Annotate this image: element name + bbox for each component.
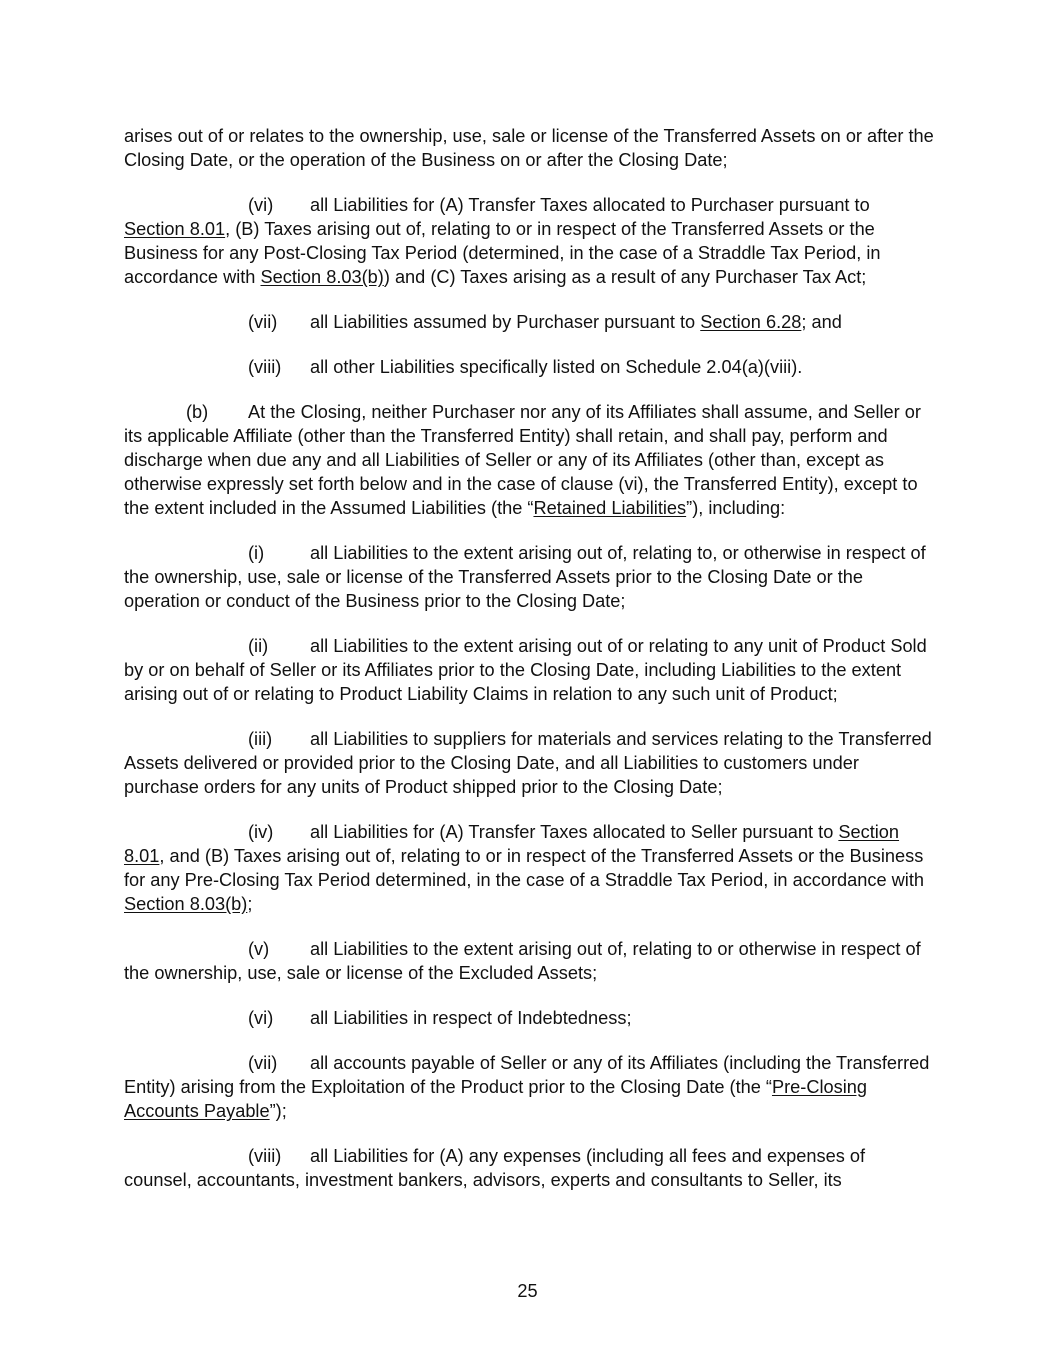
- clause-number: (iv): [248, 822, 274, 842]
- clause-number: (viii): [248, 1146, 282, 1166]
- clause-number: (iii): [248, 729, 273, 749]
- clause-b-vi: (vi) all Liabilities in respect of Indebtedness;: [248, 1008, 632, 1028]
- clause-number: (v): [248, 939, 270, 959]
- clause-b-v: (v) all Liabilities to the extent arising out of, relating to or otherwise in respect of the ownership, use, sale or license of the Excluded Assets;: [124, 939, 921, 983]
- clause-a-vi: (vi) all Liabilities for (A) Transfer Taxes allocated to Purchaser pursuant to Section 8.01, (B) Taxes arising out of, relating to or in respect of the Transferred Assets or the Business for any Post-Closing Tax Period (determined, in the case of a Straddle Tax Period, in accordance with Section 8.03(b)) and (C) Taxes arising as a result of any Purchaser Tax Act;: [124, 195, 881, 287]
- clause-number: (i): [248, 543, 265, 563]
- clause-number: (viii): [248, 357, 282, 377]
- clause-a-vii: (vii) all Liabilities assumed by Purchaser pursuant to Section 6.28; and: [248, 312, 842, 332]
- clause-number: (vi): [248, 195, 274, 215]
- clause-number: (ii): [248, 636, 269, 656]
- clause-b-iv: (iv) all Liabilities for (A) Transfer Taxes allocated to Seller pursuant to Section 8.01, and (B) Taxes arising out of, relating to or in respect of the Transferred Assets or the Business for any Pre-Closing Tax Period determined, in the case of a Straddle Tax Period, in accordance with Section 8.03(b);: [124, 822, 925, 914]
- clause-number: (vii): [248, 1053, 278, 1073]
- clause-number: (vi): [248, 1008, 274, 1028]
- clause-b-ii: (ii) all Liabilities to the extent arising out of or relating to any unit of Product Sold by or on behalf of Seller or its Affiliates prior to the Closing Date, including Liabilities to the extent arising out of or relating to Product Liability Claims in relation to any such unit of Product;: [124, 636, 927, 704]
- section-reference-link: Section 8.01: [124, 219, 226, 239]
- defined-term: Pre-Closing Accounts Payable: [124, 1077, 867, 1121]
- continuation-paragraph: arises out of or relates to the ownership, use, sale or license of the Transferred Assets on or after the Closing Date, or the operation of the Business on or after the Closing Date;: [124, 126, 934, 170]
- section-reference-link: Section 8.03(b): [124, 894, 248, 914]
- clause-b-i: (i) all Liabilities to the extent arising out of, relating to, or otherwise in respect of the ownership, use, sale or license of the Transferred Assets prior to the Closing Date or the operation or conduct of the Business prior to the Closing Date;: [124, 543, 926, 611]
- clause-number: (b): [186, 402, 209, 422]
- section-reference-link: Section 8.01: [124, 822, 900, 866]
- clause-number: (vii): [248, 312, 278, 332]
- clause-b-vii: (vii) all accounts payable of Seller or any of its Affiliates (including the Transferred Entity) arising from the Exploitation of the Product prior to the Closing Date (the “Pre-Closing Accounts Payable”);: [124, 1053, 930, 1121]
- clause-b: (b) At the Closing, neither Purchaser nor any of its Affiliates shall assume, and Seller or its applicable Affiliate (other than the Transferred Entity) shall retain, and shall pay, perform and discharge when due any and all Liabilities of Seller or any of its Affiliates (other than, except as otherwise expressly set forth below and in the case of clause (vi), the Transferred Entity), except to the extent included in the Assumed Liabilities (the “Retained Liabilities”), including:: [124, 402, 921, 518]
- section-reference-link: Section 8.03(b): [260, 267, 384, 287]
- clause-a-viii: (viii) all other Liabilities specifically listed on Schedule 2.04(a)(viii).: [248, 357, 803, 377]
- clause-b-iii: (iii) all Liabilities to suppliers for materials and services relating to the Transferred Assets delivered or provided prior to the Closing Date, and all Liabilities to customers under purchase orders for any units of Product shipped prior to the Closing Date;: [124, 729, 932, 797]
- document-body: [124, 124, 934, 1213]
- section-reference-link: Section 6.28: [700, 312, 802, 332]
- page-number: 25: [517, 1281, 538, 1301]
- defined-term: Retained Liabilities: [533, 498, 687, 518]
- clause-b-viii: (viii) all Liabilities for (A) any expenses (including all fees and expenses of counsel, accountants, investment bankers, advisors, experts and consultants to Seller, its: [124, 1146, 866, 1190]
